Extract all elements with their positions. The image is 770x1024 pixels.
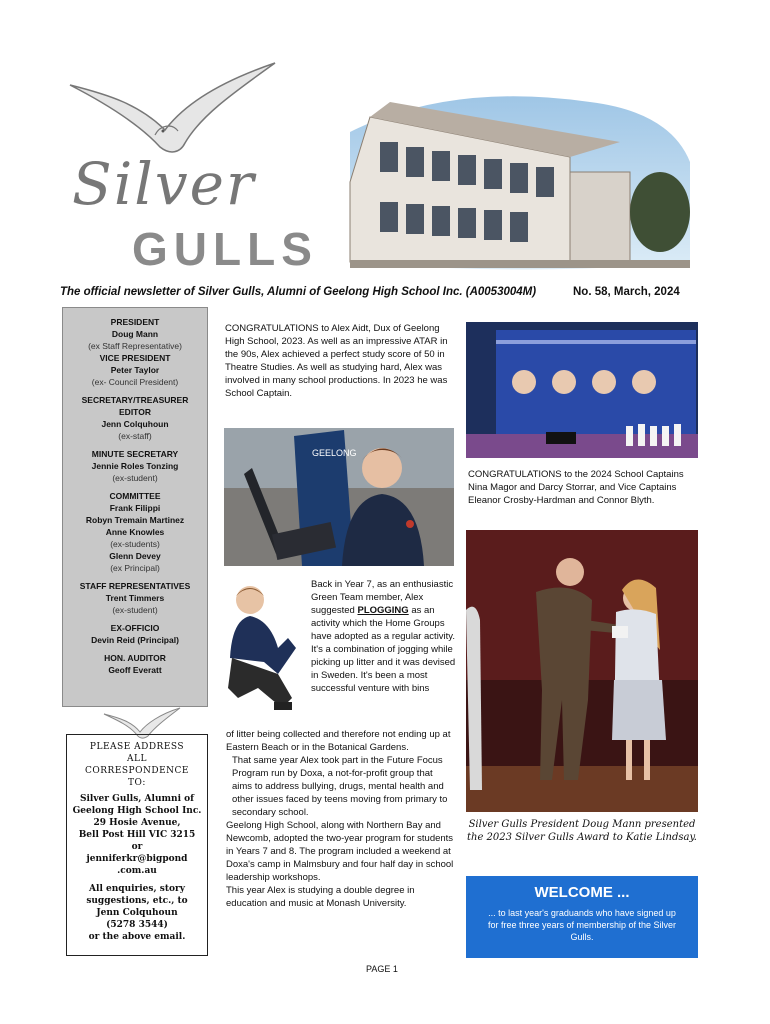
award-presentation-photo <box>466 530 698 812</box>
committee-name: Robyn Tremain Martinez <box>85 515 185 525</box>
enquiries-line: or the above email. <box>88 932 186 942</box>
story-litter-text: of litter being collected and therefore not ending up at Eastern Beach or in the Botanical Gardens. <box>226 729 451 753</box>
committee-role: PRESIDENT <box>110 317 160 327</box>
committee-note: (ex-students) <box>110 539 160 549</box>
congrats-alex-text: CONGRATULATIONS to Alex Aidt, Dux of Geelong High School, 2023. As well as an impressive ATAR in the 90s, Alex achieved a perfect study score of 50 in Theatre Studies. As well as studying hard, Alex was involved in many school productions. In 2023 he was School Captain. <box>225 323 448 399</box>
address-line: Geelong High School Inc. <box>72 806 202 816</box>
correspondence-address-box <box>66 734 208 956</box>
enquiries-line: (5278 3544) <box>106 920 168 930</box>
plogging-paragraph <box>311 578 457 695</box>
plogging-keyword: PLOGGING <box>357 605 409 616</box>
address-heading-line: PLEASE ADDRESS <box>89 742 185 752</box>
committee-group <box>63 580 207 616</box>
committee-name: Geoff Everatt <box>108 665 162 675</box>
committee-role: HON. AUDITOR <box>104 653 166 663</box>
svg-text:GEELONG: GEELONG <box>312 448 357 458</box>
newsletter-tagline: The official newsletter of Silver Gulls, Alumni of Geelong High School Inc. (A0053004M) <box>60 286 537 298</box>
plogging-pre-text: Back in Year 7, as an enthusiastic Green Team member, Alex suggested <box>311 579 454 616</box>
congrats-alex-paragraph <box>225 322 453 400</box>
committee-role: VICE PRESIDENT <box>99 353 171 363</box>
alex-story-continued <box>226 728 454 910</box>
logo-gulls-text: GULLS <box>132 223 318 275</box>
committee-name: Anne Knowles <box>105 527 165 537</box>
committee-group <box>63 622 207 646</box>
enquiries-line: All enquiries, story <box>89 884 185 894</box>
committee-name: Frank Filippi <box>109 503 161 513</box>
committee-name: Trent Timmers <box>105 593 165 603</box>
story-future-focus-text: That same year Alex took part in the Future Focus Program run by Doxa, a not-for-profit group that aims to address bullying, drugs, mental health and other issues faced by teens moving from primary to secondary school. <box>232 755 448 818</box>
committee-name: Glenn Devey <box>109 551 161 561</box>
address-line: .com.au <box>117 866 157 876</box>
congrats-captains-paragraph: CONGRATULATIONS to the 2024 School Captains Nina Magor and Darcy Storrar, and Vice Captains Eleanor Crosby-Hardman and Connor Blyth. <box>468 469 684 506</box>
committee-name: Devin Reid (Principal) <box>91 635 179 645</box>
welcome-box <box>466 876 698 958</box>
committee-box <box>62 307 208 707</box>
committee-name: Jenn Colquhoun <box>101 419 169 429</box>
enquiries-line: Jenn Colquhoun <box>96 908 178 918</box>
committee-role: COMMITTEE <box>109 491 161 501</box>
committee-group <box>63 316 207 388</box>
alex-dux-photo <box>224 428 454 566</box>
committee-name: Doug Mann <box>111 329 159 339</box>
committee-role: STAFF REPRESENTATIVES <box>79 581 191 591</box>
welcome-title: WELCOME ... <box>534 884 630 901</box>
address-heading-line: ALL <box>127 754 147 764</box>
welcome-text: ... to last year's graduands who have signed up for free three years of membership of the Silver Gulls. <box>487 908 677 942</box>
committee-note: (ex-student) <box>112 473 158 483</box>
committee-note: (ex- Council President) <box>91 377 179 387</box>
plogging-post-text: as an activity which the Home Groups have adopted as a regular activity. It's a combination of jogging while picking up litter and it was devised in Sweden. It's been a most successful venture with bins <box>311 605 456 694</box>
committee-group <box>63 394 207 442</box>
committee-role: SECRETARY/TREASURER <box>81 395 189 405</box>
address-line: Bell Post Hill VIC 3215 <box>78 830 196 840</box>
committee-note: (ex Staff Representative) <box>88 341 182 351</box>
committee-group <box>63 652 207 676</box>
committee-name: Peter Taylor <box>110 365 160 375</box>
young-alex-photo <box>218 578 306 718</box>
committee-name: Jennie Roles Tonzing <box>91 461 179 471</box>
logo-silver-text: Silver <box>72 150 256 218</box>
award-photo-caption: Silver Gulls President Doug Mann presented the 2023 Silver Gulls Award to Katie Lindsay. <box>467 819 697 843</box>
school-captains-photo <box>466 322 698 458</box>
committee-group <box>63 448 207 484</box>
address-line: 29 Hosie Avenue, <box>93 818 181 828</box>
masthead <box>0 0 770 285</box>
page-number: PAGE 1 <box>366 964 398 974</box>
story-geelong-program-text: Geelong High School, along with Northern Bay and Newcomb, adopted the two-year program for students in Years 7 and 8. The program included a weekend at Doxa's camp in Malmsbury and four half day in school leadership workshops. <box>226 820 454 883</box>
committee-role: MINUTE SECRETARY <box>91 449 179 459</box>
address-heading-line: CORRESPONDENCE <box>85 766 189 776</box>
committee-note: (ex Principal) <box>110 563 160 573</box>
address-line: Silver Gulls, Alumni of <box>79 794 194 804</box>
committee-group <box>63 490 207 574</box>
address-line: or <box>131 842 143 852</box>
school-building-photo <box>330 62 700 282</box>
address-heading-line: TO: <box>128 778 146 788</box>
address-line: jenniferkr@bigpond <box>86 854 188 864</box>
committee-role: EDITOR <box>119 407 151 417</box>
enquiries-line: suggestions, etc., to <box>86 896 188 906</box>
committee-note: (ex-student) <box>112 605 158 615</box>
seagull-logo-icon <box>60 55 280 165</box>
issue-number: No. 58, March, 2024 <box>573 286 680 298</box>
story-monash-text: This year Alex is studying a double degree in education and music at Monash University. <box>226 885 415 909</box>
committee-note: (ex-staff) <box>118 431 152 441</box>
committee-role: EX-OFFICIO <box>110 623 160 633</box>
